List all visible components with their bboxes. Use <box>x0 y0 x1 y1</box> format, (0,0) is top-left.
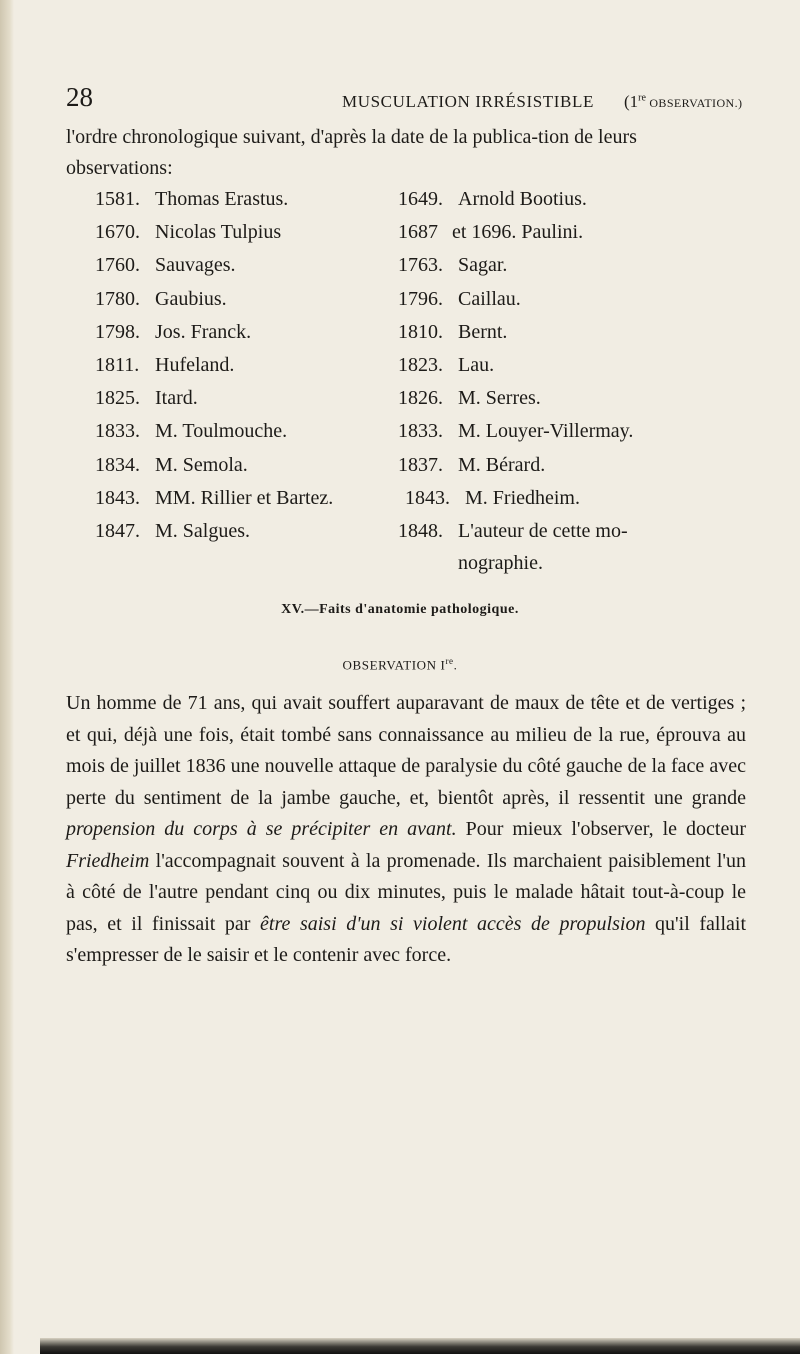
chronology-entry <box>398 184 587 214</box>
chronology-entry <box>95 250 236 280</box>
entry-year: 1847. <box>95 520 140 542</box>
entry-name: M. Bérard. <box>458 454 546 476</box>
entry-year: 1760. <box>95 254 140 276</box>
entry-year: 1796. <box>398 288 443 310</box>
header-observation-note <box>624 92 742 112</box>
entry-name: Sagar. <box>458 254 508 276</box>
entry-year: 1823. <box>398 354 443 376</box>
chronology-entry <box>95 450 248 480</box>
entry-year: 1825. <box>95 387 140 409</box>
entry-year: 1837. <box>398 454 443 476</box>
chronology-entry <box>398 284 521 314</box>
entry-name: M. Louyer-Villermay. <box>458 420 634 442</box>
chronology-entry <box>95 516 250 546</box>
body-segment-2: Pour mieux l'observer, le docteur <box>456 818 746 840</box>
entry-year: 1810. <box>398 321 443 343</box>
observation-body <box>66 688 746 972</box>
entry-year: 1843. <box>95 487 140 509</box>
running-title: MUSCULATION IRRÉSISTIBLE <box>342 92 594 111</box>
body-segment-4: qu'il fallait s'empresser de le saisir et le contenir avec force. <box>66 912 747 966</box>
entry-name: Arnold Bootius. <box>458 188 587 210</box>
chronology-entry <box>398 450 546 480</box>
observation-label-text: OBSERVATION I <box>342 657 446 673</box>
entry-year: 1687 <box>398 221 438 243</box>
chronology-entry <box>95 383 198 413</box>
entry-name: Jos. Franck. <box>155 321 252 343</box>
body-emphasis-propulsion: être saisi d'un si violent accès de propulsion <box>260 912 646 935</box>
entry-year: 1581. <box>95 188 140 210</box>
header-note-sup: re <box>638 92 646 104</box>
chronology-entry <box>405 483 580 513</box>
page-number: 28 <box>66 82 93 112</box>
chronology-entry <box>398 250 508 280</box>
body-emphasis-friedheim: Friedheim <box>66 849 150 872</box>
entry-name: Bernt. <box>458 321 508 343</box>
entry-year: 1763. <box>398 254 443 276</box>
chronology-entry <box>95 350 235 380</box>
entry-name: et 1696. Paulini. <box>452 221 584 243</box>
chronology-entry <box>95 284 227 314</box>
entry-year: 1798. <box>95 321 140 343</box>
entry-name: Gaubius. <box>155 288 227 310</box>
entry-continuation: nographie. <box>458 552 543 574</box>
chronology-entry <box>398 516 628 574</box>
entry-year: 1834. <box>95 454 140 476</box>
entry-year: 1833. <box>95 420 140 442</box>
entry-name: L'auteur de cette mo- <box>458 520 628 542</box>
observation-label-sup: re <box>445 656 454 666</box>
entry-name: Nicolas Tulpius <box>155 221 282 243</box>
chronology-entry <box>95 184 289 214</box>
entry-year: 1649. <box>398 188 443 210</box>
observation-label <box>0 656 800 673</box>
page-header <box>66 82 746 118</box>
chronology-entry <box>398 217 584 247</box>
entry-name: M. Semola. <box>155 454 248 476</box>
chronology-entry <box>95 483 334 513</box>
page-bottom-edge <box>40 1338 800 1354</box>
header-note-text: OBSERVATION.) <box>645 96 743 110</box>
chronology-entry <box>398 416 634 446</box>
entry-name: Caillau. <box>458 288 521 310</box>
entry-year: 1826. <box>398 387 443 409</box>
entry-name: Itard. <box>155 387 198 409</box>
chronology-entry <box>398 350 495 380</box>
chronology-entry <box>398 317 508 347</box>
body-segment-1: Un homme de 71 ans, qui avait souffert auparavant de maux de tête et de vertiges ; et qui, déjà une fois, était tombé sans connaissance au milieu de la rue, éprouva au mois de juillet 1836 une nouvelle attaque de paralysie du côté gauche de la face avec perte du sentiment de la jambe gauche, et, bientôt après, il ressentit une grande <box>66 692 746 809</box>
chronology-entry <box>95 416 288 446</box>
entry-year: 1780. <box>95 288 140 310</box>
entry-name: MM. Rillier et Bartez. <box>155 487 334 509</box>
entry-name: Lau. <box>458 354 495 376</box>
chronology-entry <box>398 383 541 413</box>
entry-year: 1670. <box>95 221 140 243</box>
header-note-open: (1 <box>624 92 639 111</box>
body-emphasis-propension: propension du corps à se précipiter en avant. <box>66 818 457 840</box>
intro-paragraph: l'ordre chronologique suivant, d'après la date de la publica-tion de leurs observations: <box>66 126 637 179</box>
entry-year: 1843. <box>405 487 450 509</box>
entry-name: M. Salgues. <box>155 520 250 542</box>
observation-label-end: . <box>453 657 458 673</box>
page-binding-edge <box>0 0 14 1354</box>
entry-year: 1811. <box>95 354 140 376</box>
entry-name: Thomas Erastus. <box>155 188 289 210</box>
entry-name: Hufeland. <box>155 354 235 376</box>
entry-year: 1848. <box>398 520 443 542</box>
section-title: XV.—Faits d'anatomie pathologique. <box>281 602 519 617</box>
chronology-entry <box>95 217 282 247</box>
entry-name: M. Serres. <box>458 387 541 409</box>
body-segment-3: l'accompagnait souvent à la promenade. Ils marchaient paisiblement l'un à côté de l'autre pendant cinq ou dix minutes, puis le malade hâtait tout-à-coup le pas, et il finissait par <box>66 849 746 935</box>
entry-name: M. Toulmouche. <box>155 420 288 442</box>
chronology-entry <box>95 317 252 347</box>
entry-name: Sauvages. <box>155 254 236 276</box>
entry-year: 1833. <box>398 420 443 442</box>
entry-name: M. Friedheim. <box>465 487 580 509</box>
